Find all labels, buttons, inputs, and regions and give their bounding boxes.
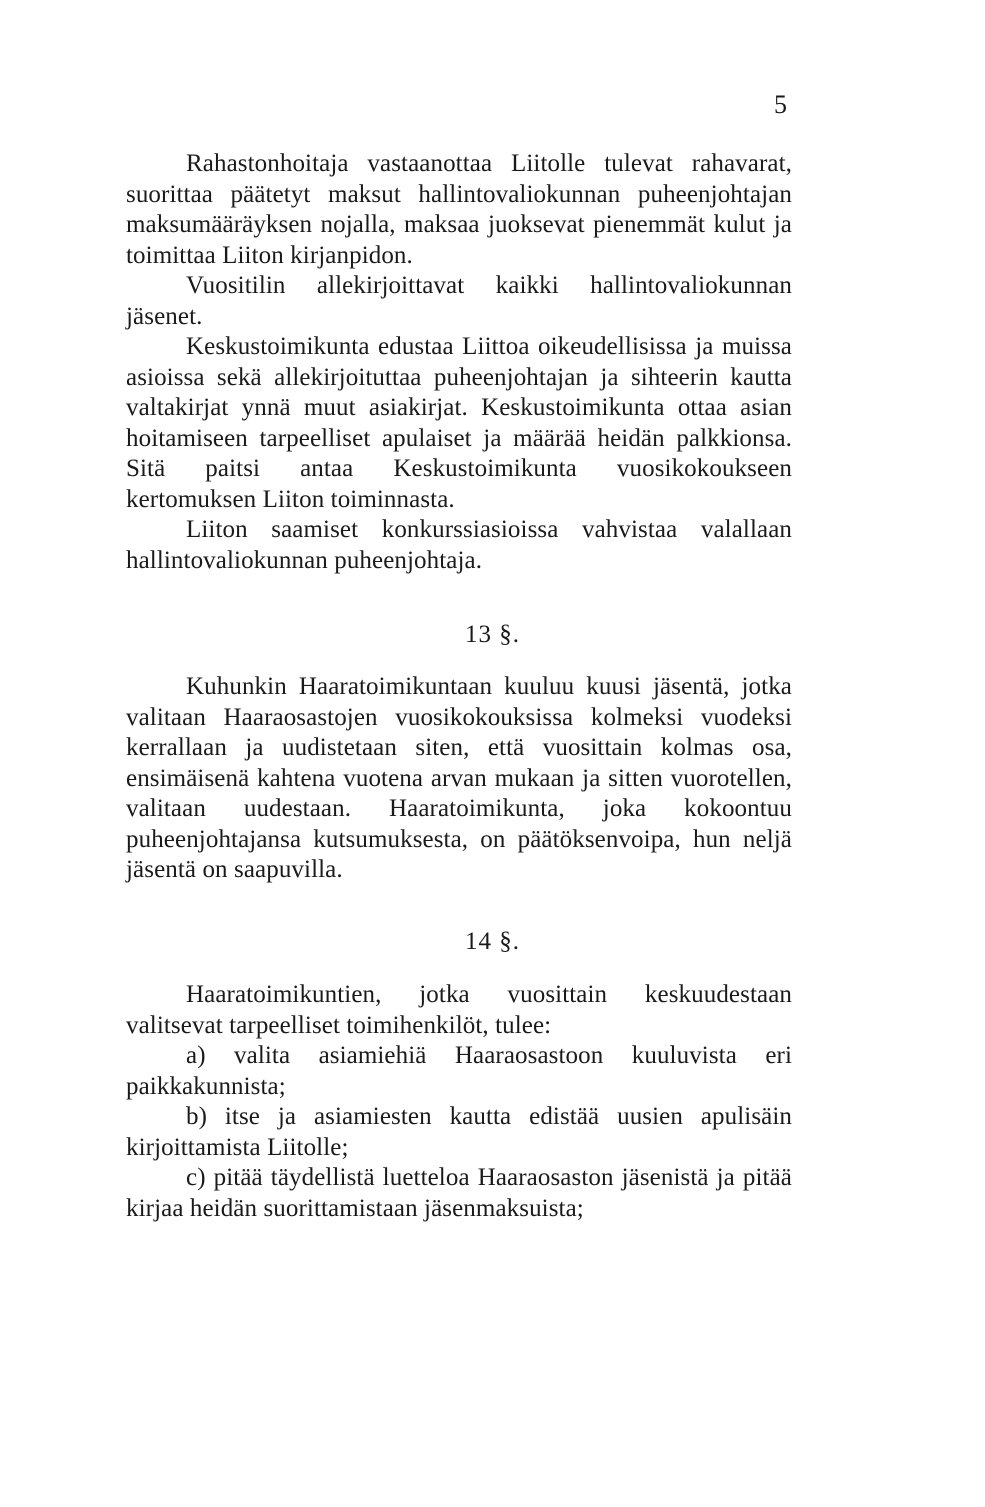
- section-13-heading: 13 §.: [465, 621, 520, 648]
- paragraph-bankruptcy-claims: Liiton saamiset konkurssiasioissa vahvistaa valallaan hallintovaliokunnan puheenjohtaja.: [126, 516, 792, 574]
- list-item: c) pitää täydellistä luetteloa Haaraosaston jäsenistä ja pitää kirjaa heidän suorittamistaan jäsenmaksuista;: [126, 1164, 792, 1222]
- page-number: 5: [774, 90, 787, 119]
- section-12-continuation: [126, 149, 792, 576]
- paragraph-branch-duties-intro: Haaratoimikuntien, jotka vuosittain keskuudestaan valitsevat tarpeelliset toimihenkilöt, tulee:: [126, 981, 792, 1039]
- list-item: b) itse ja asiamiesten kautta edistää uusien apulisäin kirjoittamista Liitolle;: [126, 1103, 792, 1161]
- section-14-heading: 14 §.: [465, 928, 520, 955]
- list-item: a) valita asiamiehiä Haaraosastoon kuuluvista eri paikkakunnista;: [126, 1042, 792, 1100]
- paragraph-annual-accounts: Vuositilin allekirjoittavat kaikki hallintovaliokunnan jäsenet.: [126, 272, 792, 330]
- section-13-body: [126, 672, 792, 886]
- paragraph-treasurer: Rahastonhoitaja vastaanottaa Liitolle tulevat rahavarat, suorittaa päätetyt maksut hallintovaliokunnan puheenjohtajan maksumääräyksen nojalla, maksaa juoksevat pienemmät kulut ja toimittaa Liiton kirjanpidon.: [126, 150, 792, 269]
- section-14-body: [126, 980, 792, 1224]
- paragraph-central-committee: Keskustoimikunta edustaa Liittoa oikeudellisissa ja muissa asioissa sekä allekirjoituttaa puheenjohtajan ja sihteerin kautta valtakirjat ynnä muut asiakirjat. Keskustoimikunta ottaa asian hoitamiseen tarpeelliset apulaiset ja määrää heidän palkkionsa. Sitä paitsi antaa Keskustoimikunta vuosikokoukseen kertomuksen Liiton toiminnasta.: [126, 333, 792, 513]
- paragraph-branch-committee: Kuhunkin Haaratoimikuntaan kuuluu kuusi jäsentä, jotka valitaan Haaraosastojen vuosikokouksissa kolmeksi vuodeksi kerrallaan ja uudistetaan siten, että vuosittain kolmas osa, ensimäisenä kahtena vuotena arvan mukaan ja sitten vuorotellen, valitaan uudestaan. Haaratoimikunta, joka kokoontuu puheenjohtajansa kutsumuksesta, on päätöksenvoipa, hun neljä jäsentä on saapuvilla.: [126, 673, 792, 883]
